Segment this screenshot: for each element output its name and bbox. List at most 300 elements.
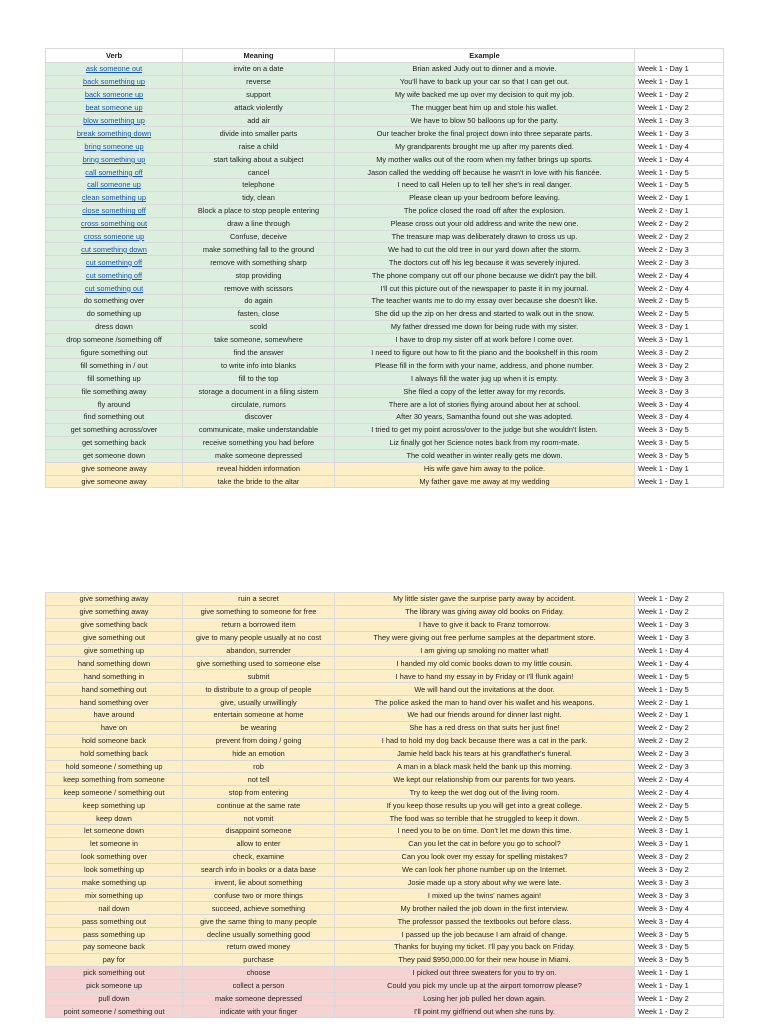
verb-cell[interactable] — [46, 282, 183, 295]
table-row — [46, 657, 724, 670]
verb-cell[interactable]: let someone down — [46, 825, 183, 838]
verb-cell[interactable]: give someone away — [46, 475, 183, 488]
week-cell[interactable]: Week 1 - Day 2 — [635, 1005, 724, 1018]
meaning-cell[interactable]: stop from entering — [183, 786, 335, 799]
meaning-cell[interactable]: give, usually unwillingly — [183, 696, 335, 709]
example-cell[interactable]: We can look her phone number up on the Internet. — [335, 863, 635, 876]
example-cell[interactable]: My brother nailed the job down in the first interview. — [335, 902, 635, 915]
table-row — [46, 786, 724, 799]
verb-link[interactable]: beat someone up — [85, 103, 143, 113]
meaning-cell[interactable]: search info in books or a data base — [183, 863, 335, 876]
week-cell[interactable]: Week 3 - Day 2 — [635, 850, 724, 863]
meaning-cell[interactable]: fasten, close — [183, 307, 335, 320]
week-cell[interactable]: Week 3 - Day 5 — [635, 953, 724, 966]
example-cell[interactable]: I am giving up smoking no matter what! — [335, 644, 635, 657]
verb-cell[interactable] — [46, 217, 183, 230]
table-row — [46, 230, 724, 243]
example-cell[interactable]: The mugger beat him up and stole his wallet. — [335, 101, 635, 114]
meaning-cell[interactable]: fill to the top — [183, 372, 335, 385]
example-cell[interactable]: I need to figure out how to fit the piano and the bookshelf in this room — [335, 346, 635, 359]
verb-link[interactable]: call something off — [85, 167, 143, 177]
verb-link[interactable]: bring someone up — [84, 141, 144, 151]
meaning-cell[interactable]: to distribute to a group of people — [183, 683, 335, 696]
meaning-cell[interactable]: remove with something sharp — [183, 256, 335, 269]
example-cell[interactable]: She has a red dress on that suits her just fine! — [335, 721, 635, 734]
verb-cell[interactable] — [46, 140, 183, 153]
week-cell[interactable]: Week 1 - Day 1 — [635, 75, 724, 88]
verb-cell[interactable]: give something away — [46, 605, 183, 618]
example-cell[interactable]: The phone company cut off our phone because we didn't pay the bill. — [335, 269, 635, 282]
week-cell[interactable]: Week 1 - Day 5 — [635, 683, 724, 696]
meaning-cell[interactable]: receive something you had before — [183, 436, 335, 449]
example-cell[interactable]: We have to blow 50 balloons up for the party. — [335, 114, 635, 127]
week-cell[interactable]: Week 2 - Day 1 — [635, 204, 724, 217]
meaning-cell[interactable]: do again — [183, 295, 335, 308]
meaning-cell[interactable]: make someone depressed — [183, 992, 335, 1005]
verb-cell[interactable]: file something away — [46, 385, 183, 398]
verb-link[interactable]: back something up — [82, 77, 146, 87]
example-cell[interactable]: A man in a black mask held the bank up this morning. — [335, 760, 635, 773]
week-cell[interactable]: Week 2 - Day 4 — [635, 269, 724, 282]
example-cell[interactable]: There are a lot of stories flying around about her at school. — [335, 398, 635, 411]
week-cell[interactable]: Week 3 - Day 4 — [635, 398, 724, 411]
example-cell[interactable]: Thanks for buying my ticket. I'll pay you back on Friday. — [335, 941, 635, 954]
meaning-cell[interactable]: make someone depressed — [183, 449, 335, 462]
example-cell[interactable]: You'll have to back up your car so that I can get out. — [335, 75, 635, 88]
example-header[interactable]: Example — [335, 49, 635, 63]
verb-link[interactable]: ask someone out — [85, 64, 143, 74]
example-cell[interactable]: I'll point my girlfriend out when she runs by. — [335, 1005, 635, 1018]
meaning-cell[interactable]: invent, lie about something — [183, 876, 335, 889]
meaning-cell[interactable]: add air — [183, 114, 335, 127]
week-cell[interactable]: Week 3 - Day 5 — [635, 449, 724, 462]
table-row — [46, 462, 724, 475]
meaning-cell[interactable]: raise a child — [183, 140, 335, 153]
meaning-cell[interactable]: communicate, make understandable — [183, 423, 335, 436]
example-cell[interactable]: The teacher wants me to do my essay over because she doesn't like. — [335, 295, 635, 308]
verb-cell[interactable] — [46, 243, 183, 256]
verb-link[interactable]: cross someone up — [83, 232, 145, 242]
verb-cell[interactable] — [46, 256, 183, 269]
meaning-cell[interactable]: find the answer — [183, 346, 335, 359]
meaning-cell[interactable]: prevent from doing / going — [183, 734, 335, 747]
verb-cell[interactable]: drop someone /something off — [46, 333, 183, 346]
week-cell[interactable]: Week 3 - Day 1 — [635, 320, 724, 333]
week-cell[interactable]: Week 1 - Day 4 — [635, 644, 724, 657]
verb-cell[interactable] — [46, 204, 183, 217]
meaning-cell[interactable]: give something to someone for free — [183, 605, 335, 618]
week-cell[interactable]: Week 2 - Day 2 — [635, 721, 724, 734]
meaning-cell[interactable]: entertain someone at home — [183, 709, 335, 722]
example-cell[interactable]: His wife gave him away to the police. — [335, 462, 635, 475]
meaning-cell[interactable]: confuse two or more things — [183, 889, 335, 902]
verb-cell[interactable]: find something out — [46, 411, 183, 424]
meaning-cell[interactable]: remove with scissors — [183, 282, 335, 295]
week-cell[interactable]: Week 3 - Day 3 — [635, 372, 724, 385]
verb-cell[interactable]: pay someone back — [46, 941, 183, 954]
week-cell[interactable]: Week 1 - Day 5 — [635, 670, 724, 683]
meaning-cell[interactable]: to write info into blanks — [183, 359, 335, 372]
example-cell[interactable]: Brian asked Judy out to dinner and a movie. — [335, 63, 635, 76]
example-cell[interactable]: The food was so terrible that he struggled to keep it down. — [335, 812, 635, 825]
verb-cell[interactable]: keep something up — [46, 799, 183, 812]
verb-cell[interactable]: pass something out — [46, 915, 183, 928]
meaning-cell[interactable]: stop providing — [183, 269, 335, 282]
week-cell[interactable]: Week 3 - Day 3 — [635, 889, 724, 902]
table-row — [46, 683, 724, 696]
week-cell[interactable]: Week 3 - Day 5 — [635, 928, 724, 941]
week-cell[interactable]: Week 2 - Day 5 — [635, 812, 724, 825]
verb-cell[interactable]: hold someone / something up — [46, 760, 183, 773]
week-header[interactable] — [635, 49, 724, 63]
verb-link[interactable]: call someone up — [87, 180, 141, 190]
week-cell[interactable]: Week 2 - Day 4 — [635, 282, 724, 295]
verb-cell[interactable]: get someone down — [46, 449, 183, 462]
verb-link[interactable]: cut something off — [85, 257, 143, 267]
week-cell[interactable]: Week 1 - Day 4 — [635, 140, 724, 153]
example-cell[interactable]: Liz finally got her Science notes back from my room-mate. — [335, 436, 635, 449]
verb-cell[interactable]: pay for — [46, 953, 183, 966]
verb-cell[interactable] — [46, 230, 183, 243]
verb-link[interactable]: cut something down — [81, 244, 147, 254]
week-cell[interactable]: Week 1 - Day 1 — [635, 979, 724, 992]
example-cell[interactable]: They paid $950,000.00 for their new house in Miami. — [335, 953, 635, 966]
week-cell[interactable]: Week 1 - Day 1 — [635, 462, 724, 475]
verb-cell[interactable]: fill something in / out — [46, 359, 183, 372]
table-row — [46, 605, 724, 618]
week-cell[interactable]: Week 1 - Day 4 — [635, 657, 724, 670]
meaning-cell[interactable]: not tell — [183, 773, 335, 786]
example-cell[interactable]: After 30 years, Samantha found out she was adopted. — [335, 411, 635, 424]
meaning-cell[interactable]: be wearing — [183, 721, 335, 734]
verb-cell[interactable]: get something back — [46, 436, 183, 449]
week-cell[interactable]: Week 1 - Day 3 — [635, 127, 724, 140]
example-cell[interactable]: Can you look over my essay for spelling mistakes? — [335, 850, 635, 863]
example-cell[interactable]: Our teacher broke the final project down into three separate parts. — [335, 127, 635, 140]
week-cell[interactable]: Week 3 - Day 5 — [635, 436, 724, 449]
week-cell[interactable]: Week 2 - Day 2 — [635, 734, 724, 747]
verb-cell[interactable]: mix something up — [46, 889, 183, 902]
verb-cell[interactable] — [46, 75, 183, 88]
verb-cell[interactable]: hold someone back — [46, 734, 183, 747]
meaning-cell[interactable]: divide into smaller parts — [183, 127, 335, 140]
verb-link[interactable]: blow something up — [83, 116, 145, 125]
verb-header[interactable]: Verb — [46, 49, 183, 63]
verb-cell[interactable]: do something over — [46, 295, 183, 308]
meaning-cell[interactable]: allow to enter — [183, 837, 335, 850]
meaning-cell[interactable]: cancel — [183, 166, 335, 179]
verb-link[interactable]: back someone up — [84, 90, 144, 100]
example-cell[interactable]: I had to hold my dog back because there was a cat in the park. — [335, 734, 635, 747]
meaning-cell[interactable]: attack violently — [183, 101, 335, 114]
verb-link[interactable]: cut something out — [84, 283, 144, 293]
verb-cell[interactable]: give something back — [46, 618, 183, 631]
meaning-cell[interactable]: decline usually something good — [183, 928, 335, 941]
week-cell[interactable]: Week 2 - Day 3 — [635, 747, 724, 760]
verb-cell[interactable]: let someone in — [46, 837, 183, 850]
example-cell[interactable]: My wife backed me up over my decision to quit my job. — [335, 88, 635, 101]
week-cell[interactable]: Week 1 - Day 3 — [635, 618, 724, 631]
meaning-cell[interactable]: start talking about a subject — [183, 153, 335, 166]
week-cell[interactable]: Week 3 - Day 3 — [635, 876, 724, 889]
example-cell[interactable]: I have to drop my sister off at work before I come over. — [335, 333, 635, 346]
table-row — [46, 593, 724, 606]
example-cell[interactable]: My little sister gave the surprise party away by accident. — [335, 593, 635, 606]
week-cell[interactable]: Week 1 - Day 1 — [635, 966, 724, 979]
week-cell[interactable]: Week 1 - Day 5 — [635, 179, 724, 192]
verb-cell[interactable] — [46, 191, 183, 204]
example-cell[interactable]: I always fill the water jug up when it is empty. — [335, 372, 635, 385]
meaning-cell[interactable]: reverse — [183, 75, 335, 88]
example-cell[interactable]: Losing her job pulled her down again. — [335, 992, 635, 1005]
example-cell[interactable]: Can you let the cat in before you go to school? — [335, 837, 635, 850]
example-cell[interactable]: If you keep those results up you will get into a great college. — [335, 799, 635, 812]
example-cell[interactable]: I tried to get my point across/over to the judge but she wouldn't listen. — [335, 423, 635, 436]
verb-cell[interactable]: pick someone up — [46, 979, 183, 992]
example-cell[interactable]: She did up the zip on her dress and started to walk out in the snow. — [335, 307, 635, 320]
verb-cell[interactable] — [46, 88, 183, 101]
verb-cell[interactable]: hold something back — [46, 747, 183, 760]
week-cell[interactable]: Week 1 - Day 2 — [635, 605, 724, 618]
example-cell[interactable]: I handed my old comic books down to my little cousin. — [335, 657, 635, 670]
verb-link[interactable]: cross something out — [80, 219, 148, 229]
week-cell[interactable]: Week 1 - Day 2 — [635, 992, 724, 1005]
table-row — [46, 140, 724, 153]
verb-cell[interactable]: fill something up — [46, 372, 183, 385]
week-cell[interactable]: Week 3 - Day 1 — [635, 333, 724, 346]
verb-cell[interactable] — [46, 269, 183, 282]
week-cell[interactable]: Week 3 - Day 3 — [635, 385, 724, 398]
verb-cell[interactable]: keep someone / something out — [46, 786, 183, 799]
verb-cell[interactable] — [46, 166, 183, 179]
meaning-cell[interactable]: Block a place to stop people entering — [183, 204, 335, 217]
week-cell[interactable]: Week 3 - Day 4 — [635, 915, 724, 928]
meaning-cell[interactable]: ruin a secret — [183, 593, 335, 606]
meaning-cell[interactable]: return owed money — [183, 941, 335, 954]
table-row — [46, 423, 724, 436]
example-cell[interactable]: Josie made up a story about why we were late. — [335, 876, 635, 889]
table-row — [46, 773, 724, 786]
example-cell[interactable]: I have to hand my essay in by Friday or I'll flunk again! — [335, 670, 635, 683]
week-cell[interactable]: Week 2 - Day 5 — [635, 295, 724, 308]
week-cell[interactable]: Week 1 - Day 3 — [635, 631, 724, 644]
example-cell[interactable]: Please cross out your old address and write the new one. — [335, 217, 635, 230]
week-cell[interactable]: Week 2 - Day 4 — [635, 773, 724, 786]
week-cell[interactable]: Week 1 - Day 1 — [635, 475, 724, 488]
example-cell[interactable]: We had our friends around for dinner last night. — [335, 709, 635, 722]
meaning-cell[interactable]: choose — [183, 966, 335, 979]
verb-cell[interactable]: keep down — [46, 812, 183, 825]
meaning-cell[interactable]: succeed, achieve something — [183, 902, 335, 915]
verb-cell[interactable]: pull down — [46, 992, 183, 1005]
week-cell[interactable]: Week 3 - Day 2 — [635, 359, 724, 372]
verb-cell[interactable] — [46, 179, 183, 192]
meaning-cell[interactable]: discover — [183, 411, 335, 424]
meaning-cell[interactable]: tidy, clean — [183, 191, 335, 204]
week-cell[interactable]: Week 2 - Day 5 — [635, 307, 724, 320]
verb-cell[interactable]: nail down — [46, 902, 183, 915]
verb-cell[interactable] — [46, 101, 183, 114]
week-cell[interactable]: Week 3 - Day 4 — [635, 411, 724, 424]
example-cell[interactable]: My mother walks out of the room when my father brings up sports. — [335, 153, 635, 166]
example-cell[interactable]: She filed a copy of the letter away for my records. — [335, 385, 635, 398]
example-cell[interactable]: The treasure map was deliberately drawn to cross us up. — [335, 230, 635, 243]
example-cell[interactable]: My grandparents brought me up after my parents died. — [335, 140, 635, 153]
example-cell[interactable]: The police asked the man to hand over his wallet and his weapons. — [335, 696, 635, 709]
example-cell[interactable]: I have to give it back to Franz tomorrow. — [335, 618, 635, 631]
example-cell[interactable]: I picked out three sweaters for you to try on. — [335, 966, 635, 979]
verb-cell[interactable]: pick something out — [46, 966, 183, 979]
week-cell[interactable]: Week 3 - Day 1 — [635, 837, 724, 850]
example-cell[interactable]: They were giving out free perfume samples at the department store. — [335, 631, 635, 644]
example-cell[interactable]: Try to keep the wet dog out of the living room. — [335, 786, 635, 799]
example-cell[interactable]: My father dressed me down for being rude with my sister. — [335, 320, 635, 333]
example-cell[interactable]: I need to call Helen up to tell her she's in real danger. — [335, 179, 635, 192]
week-cell[interactable]: Week 1 - Day 2 — [635, 101, 724, 114]
verb-cell[interactable]: pass something up — [46, 928, 183, 941]
verb-cell[interactable]: keep something from someone — [46, 773, 183, 786]
meaning-cell[interactable]: purchase — [183, 953, 335, 966]
meaning-cell[interactable]: Confuse, deceive — [183, 230, 335, 243]
meaning-cell[interactable]: reveal hidden information — [183, 462, 335, 475]
meaning-cell[interactable]: give to many people usually at no cost — [183, 631, 335, 644]
meaning-cell[interactable]: circulate, rumors — [183, 398, 335, 411]
example-cell[interactable]: I'll cut this picture out of the newspaper to paste it in my journal. — [335, 282, 635, 295]
week-cell[interactable]: Week 3 - Day 1 — [635, 825, 724, 838]
verb-cell[interactable]: hand something over — [46, 696, 183, 709]
meaning-header[interactable]: Meaning — [183, 49, 335, 63]
verb-link[interactable]: bring something up — [82, 154, 146, 164]
meaning-cell[interactable]: make something fall to the ground — [183, 243, 335, 256]
verb-cell[interactable]: figure something out — [46, 346, 183, 359]
verb-cell[interactable]: give something away — [46, 593, 183, 606]
meaning-cell[interactable]: submit — [183, 670, 335, 683]
week-cell[interactable]: Week 3 - Day 5 — [635, 941, 724, 954]
example-cell[interactable]: I passed up the job because I am afraid of change. — [335, 928, 635, 941]
example-cell[interactable]: The professor passed the textbooks out before class. — [335, 915, 635, 928]
meaning-cell[interactable]: disappoint someone — [183, 825, 335, 838]
verb-cell[interactable] — [46, 153, 183, 166]
meaning-cell[interactable]: hide an emotion — [183, 747, 335, 760]
verb-link[interactable]: clean something up — [81, 193, 147, 203]
example-cell[interactable]: The police closed the road off after the explosion. — [335, 204, 635, 217]
table-row — [46, 295, 724, 308]
meaning-cell[interactable]: give something used to someone else — [183, 657, 335, 670]
example-cell[interactable]: My father gave me away at my wedding — [335, 475, 635, 488]
week-cell[interactable]: Week 3 - Day 4 — [635, 902, 724, 915]
example-cell[interactable]: We will hand out the invitations at the door. — [335, 683, 635, 696]
meaning-cell[interactable]: take the bride to the altar — [183, 475, 335, 488]
week-cell[interactable]: Week 1 - Day 5 — [635, 166, 724, 179]
verb-cell[interactable]: have on — [46, 721, 183, 734]
verb-cell[interactable]: make something up — [46, 876, 183, 889]
example-cell[interactable]: We had to cut the old tree in our yard down after the storm. — [335, 243, 635, 256]
week-cell[interactable]: Week 1 - Day 4 — [635, 153, 724, 166]
week-cell[interactable]: Week 1 - Day 3 — [635, 114, 724, 127]
example-cell[interactable]: Please clean up your bedroom before leaving. — [335, 191, 635, 204]
verb-link[interactable]: cut something off — [85, 270, 143, 280]
week-cell[interactable]: Week 3 - Day 5 — [635, 423, 724, 436]
week-cell[interactable]: Week 3 - Day 2 — [635, 346, 724, 359]
meaning-cell[interactable]: storage a document in a filing sistem — [183, 385, 335, 398]
verb-link[interactable]: break something down — [76, 128, 152, 138]
week-cell[interactable]: Week 2 - Day 2 — [635, 217, 724, 230]
example-cell[interactable]: Could you pick my uncle up at the airport tomorrow please? — [335, 979, 635, 992]
meaning-cell[interactable]: not vomit — [183, 812, 335, 825]
week-cell[interactable]: Week 2 - Day 3 — [635, 256, 724, 269]
meaning-cell[interactable]: abandon, surrender — [183, 644, 335, 657]
week-cell[interactable]: Week 1 - Day 2 — [635, 88, 724, 101]
verb-cell[interactable]: fly around — [46, 398, 183, 411]
verb-link[interactable]: close something off — [82, 206, 146, 216]
example-cell[interactable]: Jason called the wedding off because he wasn't in love with his fiancée. — [335, 166, 635, 179]
week-cell[interactable]: Week 2 - Day 1 — [635, 696, 724, 709]
table-row — [46, 941, 724, 954]
table-row — [46, 812, 724, 825]
meaning-cell[interactable]: indicate with your finger — [183, 1005, 335, 1018]
verb-cell[interactable]: look something over — [46, 850, 183, 863]
meaning-cell[interactable]: take someone, somewhere — [183, 333, 335, 346]
week-cell[interactable]: Week 2 - Day 1 — [635, 191, 724, 204]
example-cell[interactable]: The doctors cut off his leg because it was severely injured. — [335, 256, 635, 269]
meaning-cell[interactable]: give the same thing to many people — [183, 915, 335, 928]
meaning-cell[interactable]: continue at the same rate — [183, 799, 335, 812]
example-cell[interactable]: The library was giving away old books on Friday. — [335, 605, 635, 618]
example-cell[interactable]: I need you to be on time. Don't let me down this time. — [335, 825, 635, 838]
verb-cell[interactable]: point someone / something out — [46, 1005, 183, 1018]
week-cell[interactable]: Week 2 - Day 5 — [635, 799, 724, 812]
verb-cell[interactable]: hand something down — [46, 657, 183, 670]
example-cell[interactable]: I mixed up the twins' names again! — [335, 889, 635, 902]
verb-cell[interactable]: get something across/over — [46, 423, 183, 436]
example-cell[interactable]: Please fill in the form with your name, address, and phone number. — [335, 359, 635, 372]
verb-cell[interactable]: hand something in — [46, 670, 183, 683]
verb-cell[interactable]: dress down — [46, 320, 183, 333]
meaning-cell[interactable]: check, examine — [183, 850, 335, 863]
verb-cell[interactable] — [46, 127, 183, 140]
meaning-cell[interactable]: telephone — [183, 179, 335, 192]
week-cell[interactable]: Week 3 - Day 2 — [635, 863, 724, 876]
week-cell[interactable]: Week 2 - Day 1 — [635, 709, 724, 722]
week-cell[interactable]: Week 2 - Day 4 — [635, 786, 724, 799]
meaning-cell[interactable]: collect a person — [183, 979, 335, 992]
week-cell[interactable]: Week 2 - Day 2 — [635, 230, 724, 243]
week-cell[interactable]: Week 2 - Day 3 — [635, 760, 724, 773]
example-cell[interactable]: The cold weather in winter really gets me down. — [335, 449, 635, 462]
week-cell[interactable]: Week 1 - Day 1 — [635, 63, 724, 76]
verb-cell[interactable]: hand something out — [46, 683, 183, 696]
meaning-cell[interactable]: return a borrowed item — [183, 618, 335, 631]
meaning-cell[interactable]: invite on a date — [183, 63, 335, 76]
verb-cell[interactable]: give someone away — [46, 462, 183, 475]
meaning-cell[interactable]: draw a line through — [183, 217, 335, 230]
verb-cell[interactable] — [46, 114, 183, 127]
example-cell[interactable]: We kept our relationship from our parents for two years. — [335, 773, 635, 786]
verb-cell[interactable]: do something up — [46, 307, 183, 320]
week-cell[interactable]: Week 2 - Day 3 — [635, 243, 724, 256]
verb-cell[interactable]: have around — [46, 709, 183, 722]
meaning-cell[interactable]: support — [183, 88, 335, 101]
verb-cell[interactable]: give something out — [46, 631, 183, 644]
verb-cell[interactable]: look something up — [46, 863, 183, 876]
meaning-cell[interactable]: rob — [183, 760, 335, 773]
example-cell[interactable]: Jamie held back his tears at his grandfather's funeral. — [335, 747, 635, 760]
verb-cell[interactable]: give something up — [46, 644, 183, 657]
meaning-cell[interactable]: scold — [183, 320, 335, 333]
week-cell[interactable]: Week 1 - Day 2 — [635, 593, 724, 606]
verb-cell[interactable] — [46, 63, 183, 76]
table-row — [46, 359, 724, 372]
